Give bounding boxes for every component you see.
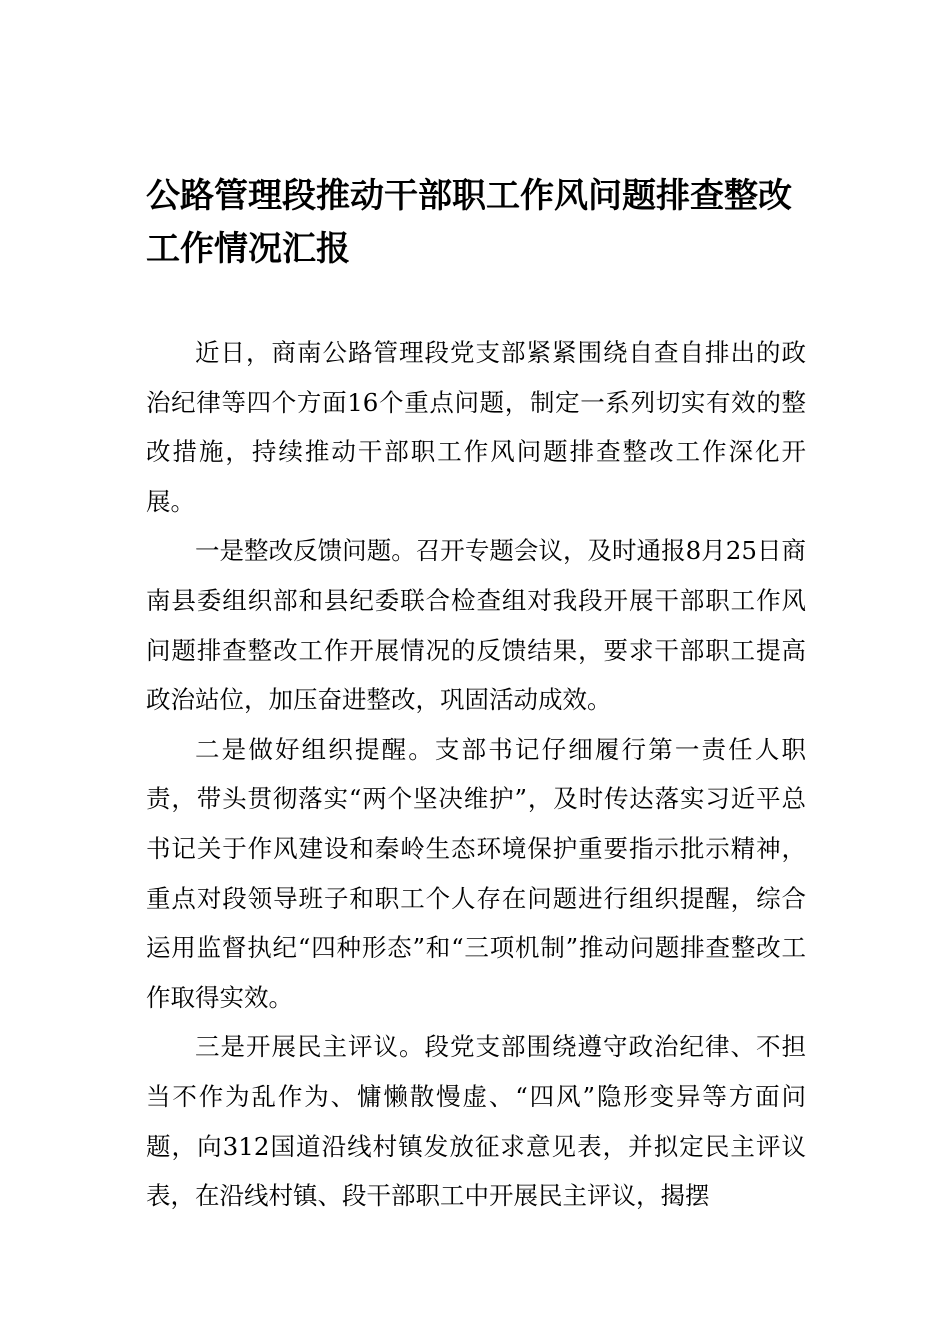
paragraph-intro: 近日，商南公路管理段党支部紧紧围绕自查自排出的政治纪律等四个方面16个重点问题，制定一系列切实有效的整改措施，持续推动干部职工作风问题排查整改工作深化开展。	[146, 338, 806, 516]
document-body	[146, 328, 806, 1221]
paragraph-two: 二是做好组织提醒。支部书记仔细履行第一责任人职责，带头贯彻落实“两个坚决维护”，及时传达落实习近平总书记关于作风建设和秦岭生态环境保护重要指示批示精神，重点对段领导班子和职工个人存在问题进行组织提醒，综合运用监督执纪“四种形态”和“三项机制”推动问题排查整改工作取得实效。	[146, 734, 806, 1012]
document-title: 公路管理段推动干部职工作风问题排查整改工作情况汇报	[146, 176, 792, 269]
paragraph-three: 三是开展民主评议。段党支部围绕遵守政治纪律、不担当不作为乱作为、慵懒散慢虚、“四风”隐形变异等方面问题，向312国道沿线村镇发放征求意见表，并拟定民主评议表，在沿线村镇、段干部职工中开展民主评议，揭摆	[146, 1032, 806, 1211]
paragraph-one: 一是整改反馈问题。召开专题会议，及时通报8月25日商南县委组织部和县纪委联合检查组对我段开展干部职工作风问题排查整改工作开展情况的反馈结果，要求干部职工提高政治站位，加压奋进整改，巩固活动成效。	[146, 536, 806, 715]
